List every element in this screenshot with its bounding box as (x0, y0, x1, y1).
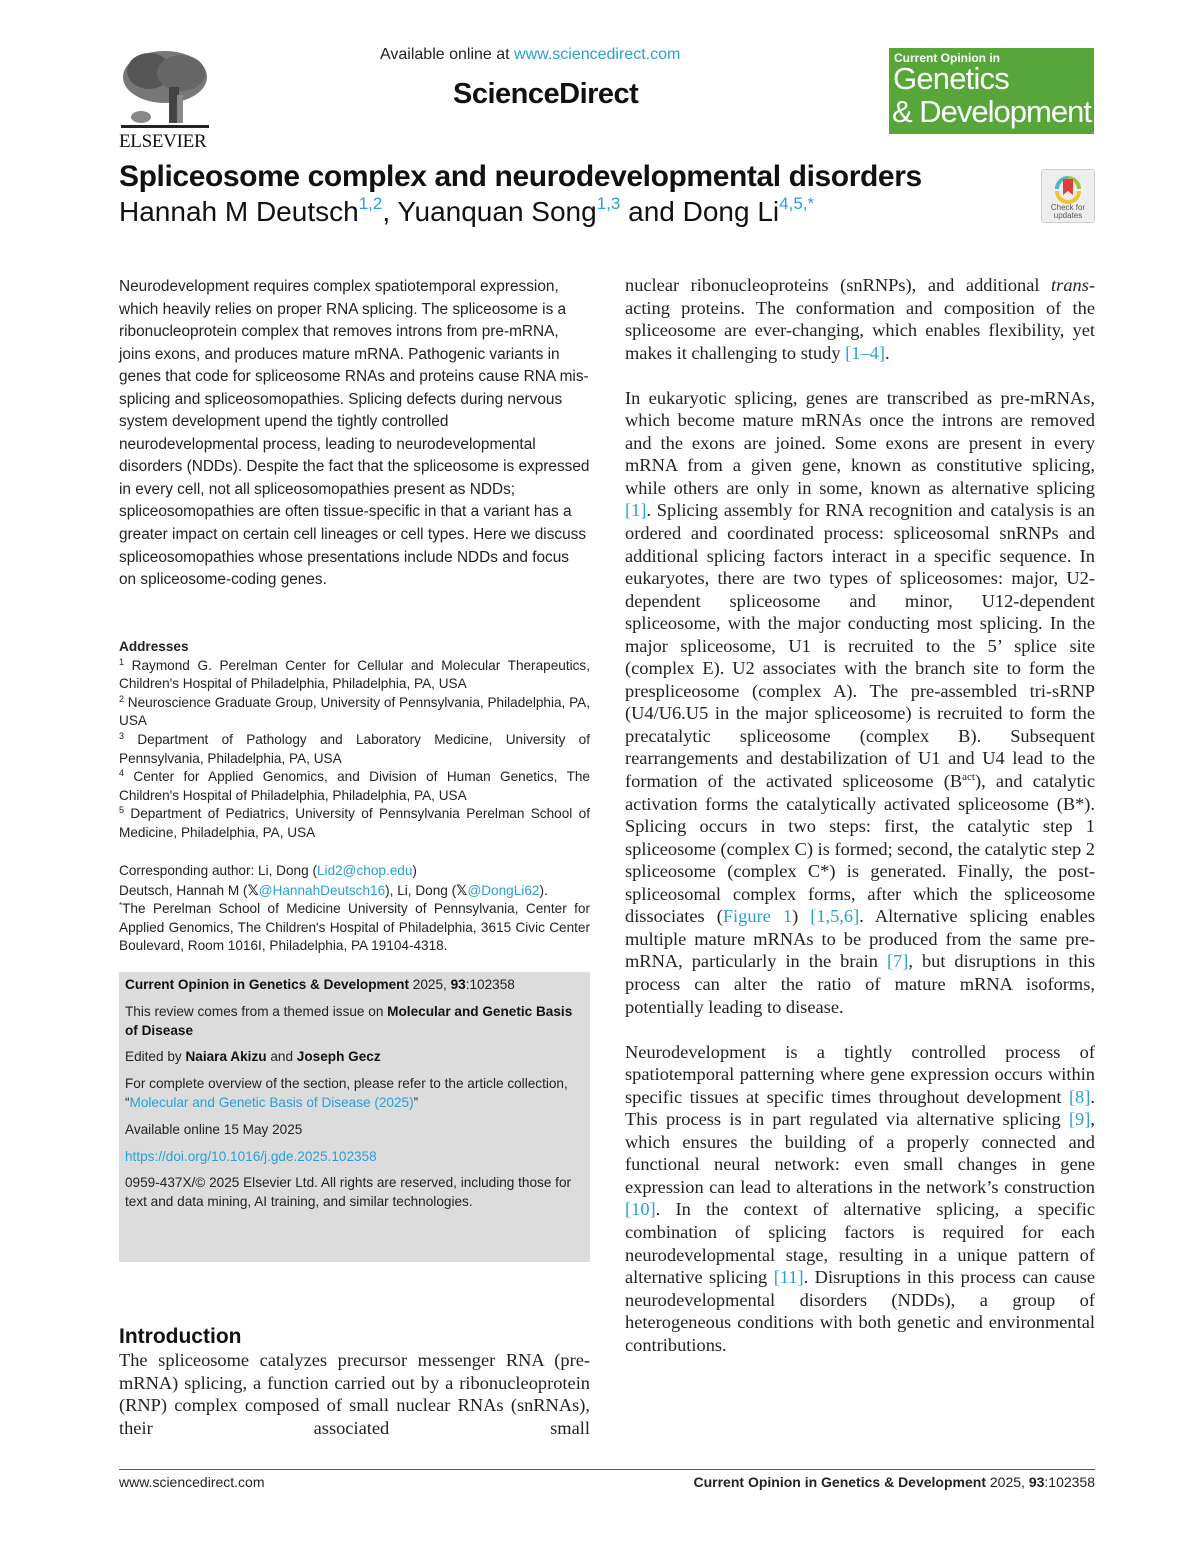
themed-issue-line: This review comes from a themed issue on Molecular and Genetic Basis of Disease (125, 1003, 573, 1038)
body-paragraph: Neurodevelopment is a tightly controlled process of spatiotemporal patterning where gene expression occurs within specific tissues at specific times throughout development [8]. This process is in part regulated via alternative splicing [9], which ensures the building of a properly connected and functional neural network: even small changes in gene expression can lead to alterations in the network’s construction [10]. In the context of alternative splicing, a specific combination of splicing factors is required for each neurodevelopmental stage, resulting in a unique pattern of alternative splicing [11]. Disruptions in this process can cause neurodevelopmental disorders (NDDs), a group of heterogeneous conditions with both genetic and environmental contributions. (625, 1041, 1095, 1355)
check-updates-icon (1051, 173, 1085, 205)
journal-badge[interactable] (889, 48, 1094, 134)
footer-divider (119, 1469, 1095, 1470)
journal-badge-line2: Genetics (893, 61, 1009, 96)
citation-line: Current Opinion in Genetics & Development 2025, 93:102358 (125, 977, 515, 992)
x-logo-icon: 𝕏 (247, 881, 259, 898)
twitter-handle-link[interactable]: @DongLi62 (467, 882, 540, 898)
reference-link[interactable]: [9] (1068, 1109, 1091, 1130)
author-affiliation-sup[interactable]: 1,2 (358, 194, 383, 213)
copyright-notice: 0959-437X/© 2025 Elsevier Ltd. All rights are reserved, including those for text and data mining, AI training, and similar technologies. (125, 1175, 572, 1210)
corresponding-address: *The Perelman School of Medicine University of Pennsylvania, Center for Applied Genomics, The Children's Hospital of Philadelphia, 3615 Civic Center Boulevard, Room 1016I, Philadelphia, PA 19104-4318. (119, 901, 590, 954)
twitter-handle-link[interactable]: @HannahDeutsch16 (258, 882, 386, 898)
addresses-heading: Addresses (119, 639, 189, 654)
journal-badge-prefix: Current Opinion in (894, 51, 1000, 65)
reference-link[interactable]: [8] (1068, 1086, 1091, 1107)
abstract-text: Neurodevelopment requires complex spatiotemporal expression, which heavily relies on proper RNA splicing. The spliceosome is a ribonucleoprotein complex that removes introns from pre-mRNA, joins exons, and produces mature mRNA. Pathogenic variants in genes that code for spliceosome RNAs and proteins cause RNA mis-splicing and spliceosomopathies. Splicing defects during nervous system development upend the tightly controlled neurodevelopmental process, leading to neurodevelopmental disorders (NDDs). Despite the fact that the spliceosome is expressed in every cell, not all spliceosomopathies present as NDDs; spliceosomopathies are often tissue-specific in that a variant has a greater impact on certain cell lineages or cell types. Here we discuss spliceosomopathies whose presentations include NDDs and focus on spliceosome-coding genes. (119, 278, 590, 589)
available-online-line (380, 46, 680, 64)
author-name: Hannah M Deutsch (119, 196, 359, 227)
check-updates-label: Check for updates (1050, 203, 1086, 220)
article-info-box (119, 972, 590, 1262)
address-item: $^4$ Center for Applied Genomics, and Division of Human Genetics, The Children's Hospital of Philadelphia, Philadelphia, PA, USA (119, 768, 590, 803)
reference-link[interactable]: [1] (625, 500, 647, 521)
corresponding-author-line: Corresponding author: Li, Dong (Lid2@chop.edu) (119, 863, 417, 878)
elsevier-wordmark: ELSEVIER (119, 131, 207, 152)
addresses-section (119, 638, 590, 843)
footer-citation: Current Opinion in Genetics & Development 2025, 93:102358 (693, 1474, 1095, 1490)
address-item: $^2$ Neuroscience Graduate Group, University of Pennsylvania, Philadelphia, PA, USA (119, 693, 590, 729)
abstract (119, 276, 590, 592)
social-handles-line: Deutsch, Hannah M (𝕏@HannahDeutsch16), Li, Dong (𝕏@DongLi62). (119, 881, 548, 898)
reference-link[interactable]: [1,5,6] (810, 906, 860, 927)
author-name: Dong Li (682, 196, 780, 227)
journal-badge-line3: & Development (892, 94, 1091, 129)
address-item: $^1$ Raymond G. Perelman Center for Cellular and Molecular Therapeutics, Children's Hospital of Philadelphia, Philadelphia, PA, USA (119, 656, 590, 692)
available-online-label: Available online at (380, 46, 510, 63)
reference-link[interactable]: [10] (625, 1199, 656, 1220)
footer-website[interactable]: www.sciencedirect.com (119, 1474, 265, 1490)
introduction-paragraph: The spliceosome catalyzes precursor messenger RNA (pre-mRNA) splicing, a function carried out by a ribonucleoprotein (RNP) complex composed of small nuclear RNAs (snRNAs), their associated small (119, 1350, 590, 1438)
reference-link[interactable]: [1–4] (845, 342, 885, 363)
collection-link[interactable]: Molecular and Genetic Basis of Disease (2025) (129, 1094, 414, 1110)
body-paragraph: nuclear ribonucleoproteins (snRNPs), and additional trans-acting proteins. The conformation and composition of the spliceosome are ever-changing, which enables flexibility, yet makes it challenging to study [1–4]. (625, 275, 1095, 363)
author-affiliation-sup[interactable]: 4,5,* (779, 194, 815, 213)
figure-link[interactable]: Figure 1 (722, 906, 793, 927)
introduction-body (119, 1349, 590, 1439)
body-right-column (625, 274, 1095, 1379)
collection-line: For complete overview of the section, please refer to the article collection, “Molecular and Genetic Basis of Disease (2025)” (125, 1076, 568, 1110)
author-list (119, 196, 814, 228)
platform-name: ScienceDirect (453, 78, 639, 110)
body-paragraph: In eukaryotic splicing, genes are transcribed as pre-mRNAs, which become mature mRNAs once the introns are removed and the exons are joined. Some exons are present in every mRNA from a given gene, known as constitutive splicing, while others are only in some, known as alternative splicing [1]. Splicing assembly for RNA recognition and catalysis is an ordered and coordinated process: spliceosomal snRNPs and additional splicing factors interact in a specific sequence. In eukaryotes, there are two types of spliceosomes: major, U2-dependent spliceosome and minor, U12-dependent spliceosome, with the major conducting most splicing. In the major spliceosome, U1 is recruited to the 5’ splice site (complex E). U2 associates with the branch site to form the prespliceosome (complex A). The pre-assembled tri-sRNP (U4/U6.U5 in the major spliceosome) is recruited to form the precatalytic spliceosome (complex B). Subsequent rearrangements and destabilization of U1 and U4 lead to the formation of the activated spliceosome $(B^{act})$, and catalytic activation forms the catalytically activated spliceosome (B*). Splicing occurs in two steps: first, the catalytic step 1 spliceosome (complex C) is formed; second, the catalytic step 2 spliceosome (complex C*) is generated. Finally, the post-spliceosomal complex forms, after which the spliceosome dissociates (Figure 1) [1,5,6]. Alternative splicing enables multiple mature mRNAs to be produced from the same pre-mRNA, particularly in the brain [7], but disruptions in this process can alter the ratio of mature mRNA isoforms, potentially leading to disease. (625, 387, 1096, 1017)
corresponding-author-section (119, 862, 590, 956)
author-separator: and (620, 196, 683, 227)
check-for-updates-button[interactable] (1041, 169, 1095, 223)
reference-link[interactable]: [7] (886, 951, 909, 972)
article-title: Spliceosome complex and neurodevelopmental disorders (119, 160, 922, 193)
reference-link[interactable]: [11] (773, 1267, 804, 1288)
edited-by-line: Edited by Naiara Akizu and Joseph Gecz (125, 1049, 381, 1065)
author-name: Yuanquan Song (397, 196, 597, 227)
doi-link[interactable]: https://doi.org/10.1016/j.gde.2025.102358 (125, 1148, 377, 1164)
available-online-date: Available online 15 May 2025 (125, 1121, 303, 1137)
tree-icon (119, 47, 211, 131)
address-item: $^3$ Department of Pathology and Laboratory Medicine, University of Pennsylvania, Philadelphia, PA, USA (119, 730, 590, 766)
introduction-heading: Introduction (119, 1325, 242, 1348)
x-logo-icon: 𝕏 (456, 881, 468, 898)
author-affiliation-sup[interactable]: 1,3 (596, 194, 621, 213)
author-separator: , (382, 196, 398, 227)
corresponding-email-link[interactable]: Lid2@chop.edu (316, 863, 413, 878)
address-item: $^5$ Department of Pediatrics, University of Pennsylvania Perelman School of Medicine, Philadelphia, PA, USA (119, 805, 590, 840)
sciencedirect-link[interactable]: www.sciencedirect.com (514, 46, 681, 63)
